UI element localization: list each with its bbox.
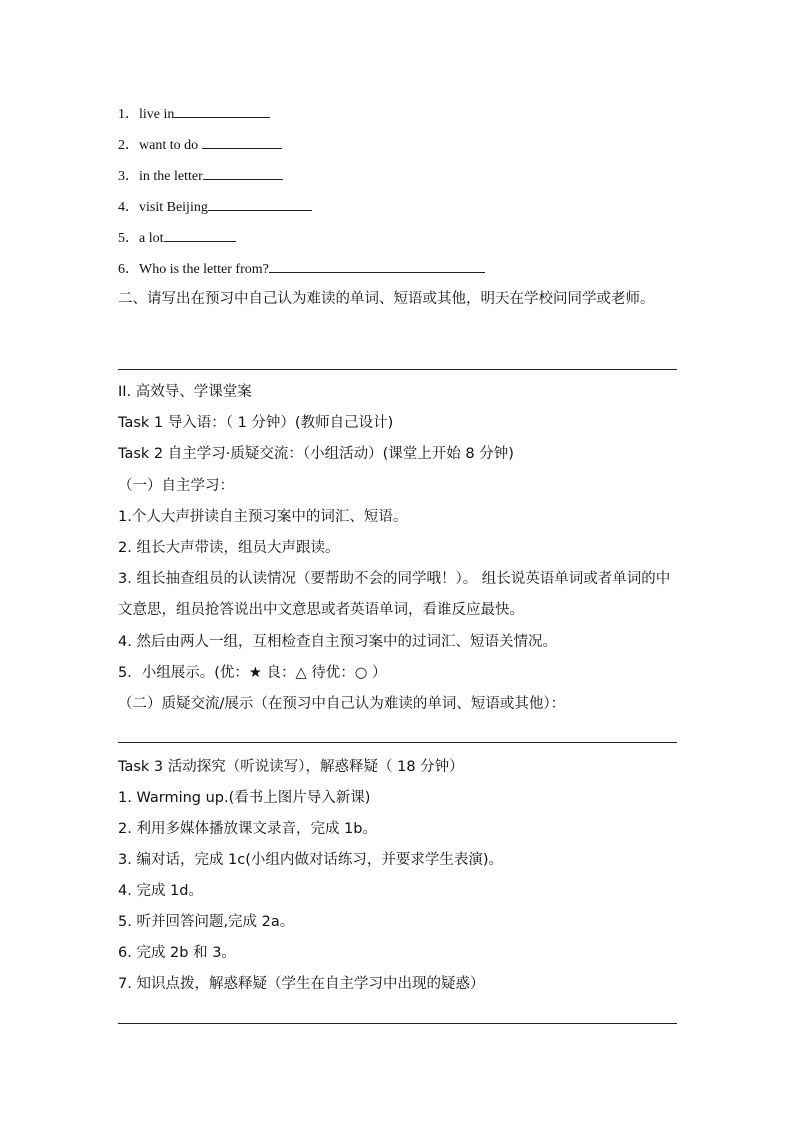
preview-item-1: 1．live in <box>118 103 270 125</box>
step-4: 4. 然后由两人一组，互相检查自主预习案中的过词汇、短语关情况。 <box>118 634 557 650</box>
answer-line[interactable] <box>118 369 677 370</box>
subsection-self-study: （一）自主学习： <box>118 478 234 494</box>
preview-item-6: 6．Who is the letter from? <box>118 258 485 280</box>
answer-blank[interactable] <box>208 196 312 211</box>
answer-blank[interactable] <box>164 227 236 242</box>
section-ii-heading: II. 高效导、学课堂案 <box>118 384 252 400</box>
task-3-item-1: 1. Warming up.(看书上图片导入新课) <box>118 790 371 806</box>
preview-item-2: 2．want to do <box>118 134 282 156</box>
step-1: 1.个人大声拼读自主预习案中的词汇、短语。 <box>118 509 408 525</box>
answer-line[interactable] <box>118 742 677 743</box>
task-3-item-3: 3. 编对话，完成 1c(小组内做对话练习，并要求学生表演)。 <box>118 852 504 868</box>
task-1: Task 1 导入语：（ 1 分钟）(教师自己设计) <box>118 415 394 431</box>
step-2: 2. 组长大声带读，组员大声跟读。 <box>118 540 340 556</box>
answer-blank[interactable] <box>203 165 283 180</box>
preview-item-5: 5．a lot <box>118 227 236 249</box>
answer-line[interactable] <box>118 1023 677 1024</box>
subsection-questions: （二）质疑交流/展示（在预习中自己认为难读的单词、短语或其他）： <box>118 696 566 712</box>
task-3-item-6: 6. 完成 2b 和 3。 <box>118 945 236 961</box>
task-3-item-7: 7. 知识点拨，解惑释疑（学生在自主学习中出现的疑惑） <box>118 976 485 992</box>
step-3: 3. 组长抽查组员的认读情况（要帮助不会的同学哦！）。 组长说英语单词或者单词的中文意思，组员抢答说出中文意思或者英语单词，看谁反应最快。 <box>118 571 671 618</box>
task-2: Task 2 自主学习·质疑交流：（小组活动）(课堂上开始 8 分钟) <box>118 446 514 462</box>
preview-item-3: 3．in the letter <box>118 165 283 187</box>
task-3-item-4: 4. 完成 1d。 <box>118 883 203 899</box>
section-two-instruction: 二、请写出在预习中自己认为难读的单词、短语或其他，明天在学校问同学或老师。 <box>118 291 655 307</box>
answer-blank[interactable] <box>174 103 270 118</box>
task-3-item-5: 5. 听并回答问题,完成 2a。 <box>118 914 295 930</box>
task-3-heading: Task 3 活动探究（听说读写），解惑释疑（ 18 分钟） <box>118 759 464 775</box>
task-3-item-2: 2. 利用多媒体播放课文录音，完成 1b。 <box>118 821 377 837</box>
answer-blank[interactable] <box>202 134 282 149</box>
step-5: 5．小组展示。(优：★ 良：△ 待优：○ ） <box>118 665 387 681</box>
answer-blank[interactable] <box>269 258 485 273</box>
preview-item-4: 4．visit Beijing <box>118 196 312 218</box>
